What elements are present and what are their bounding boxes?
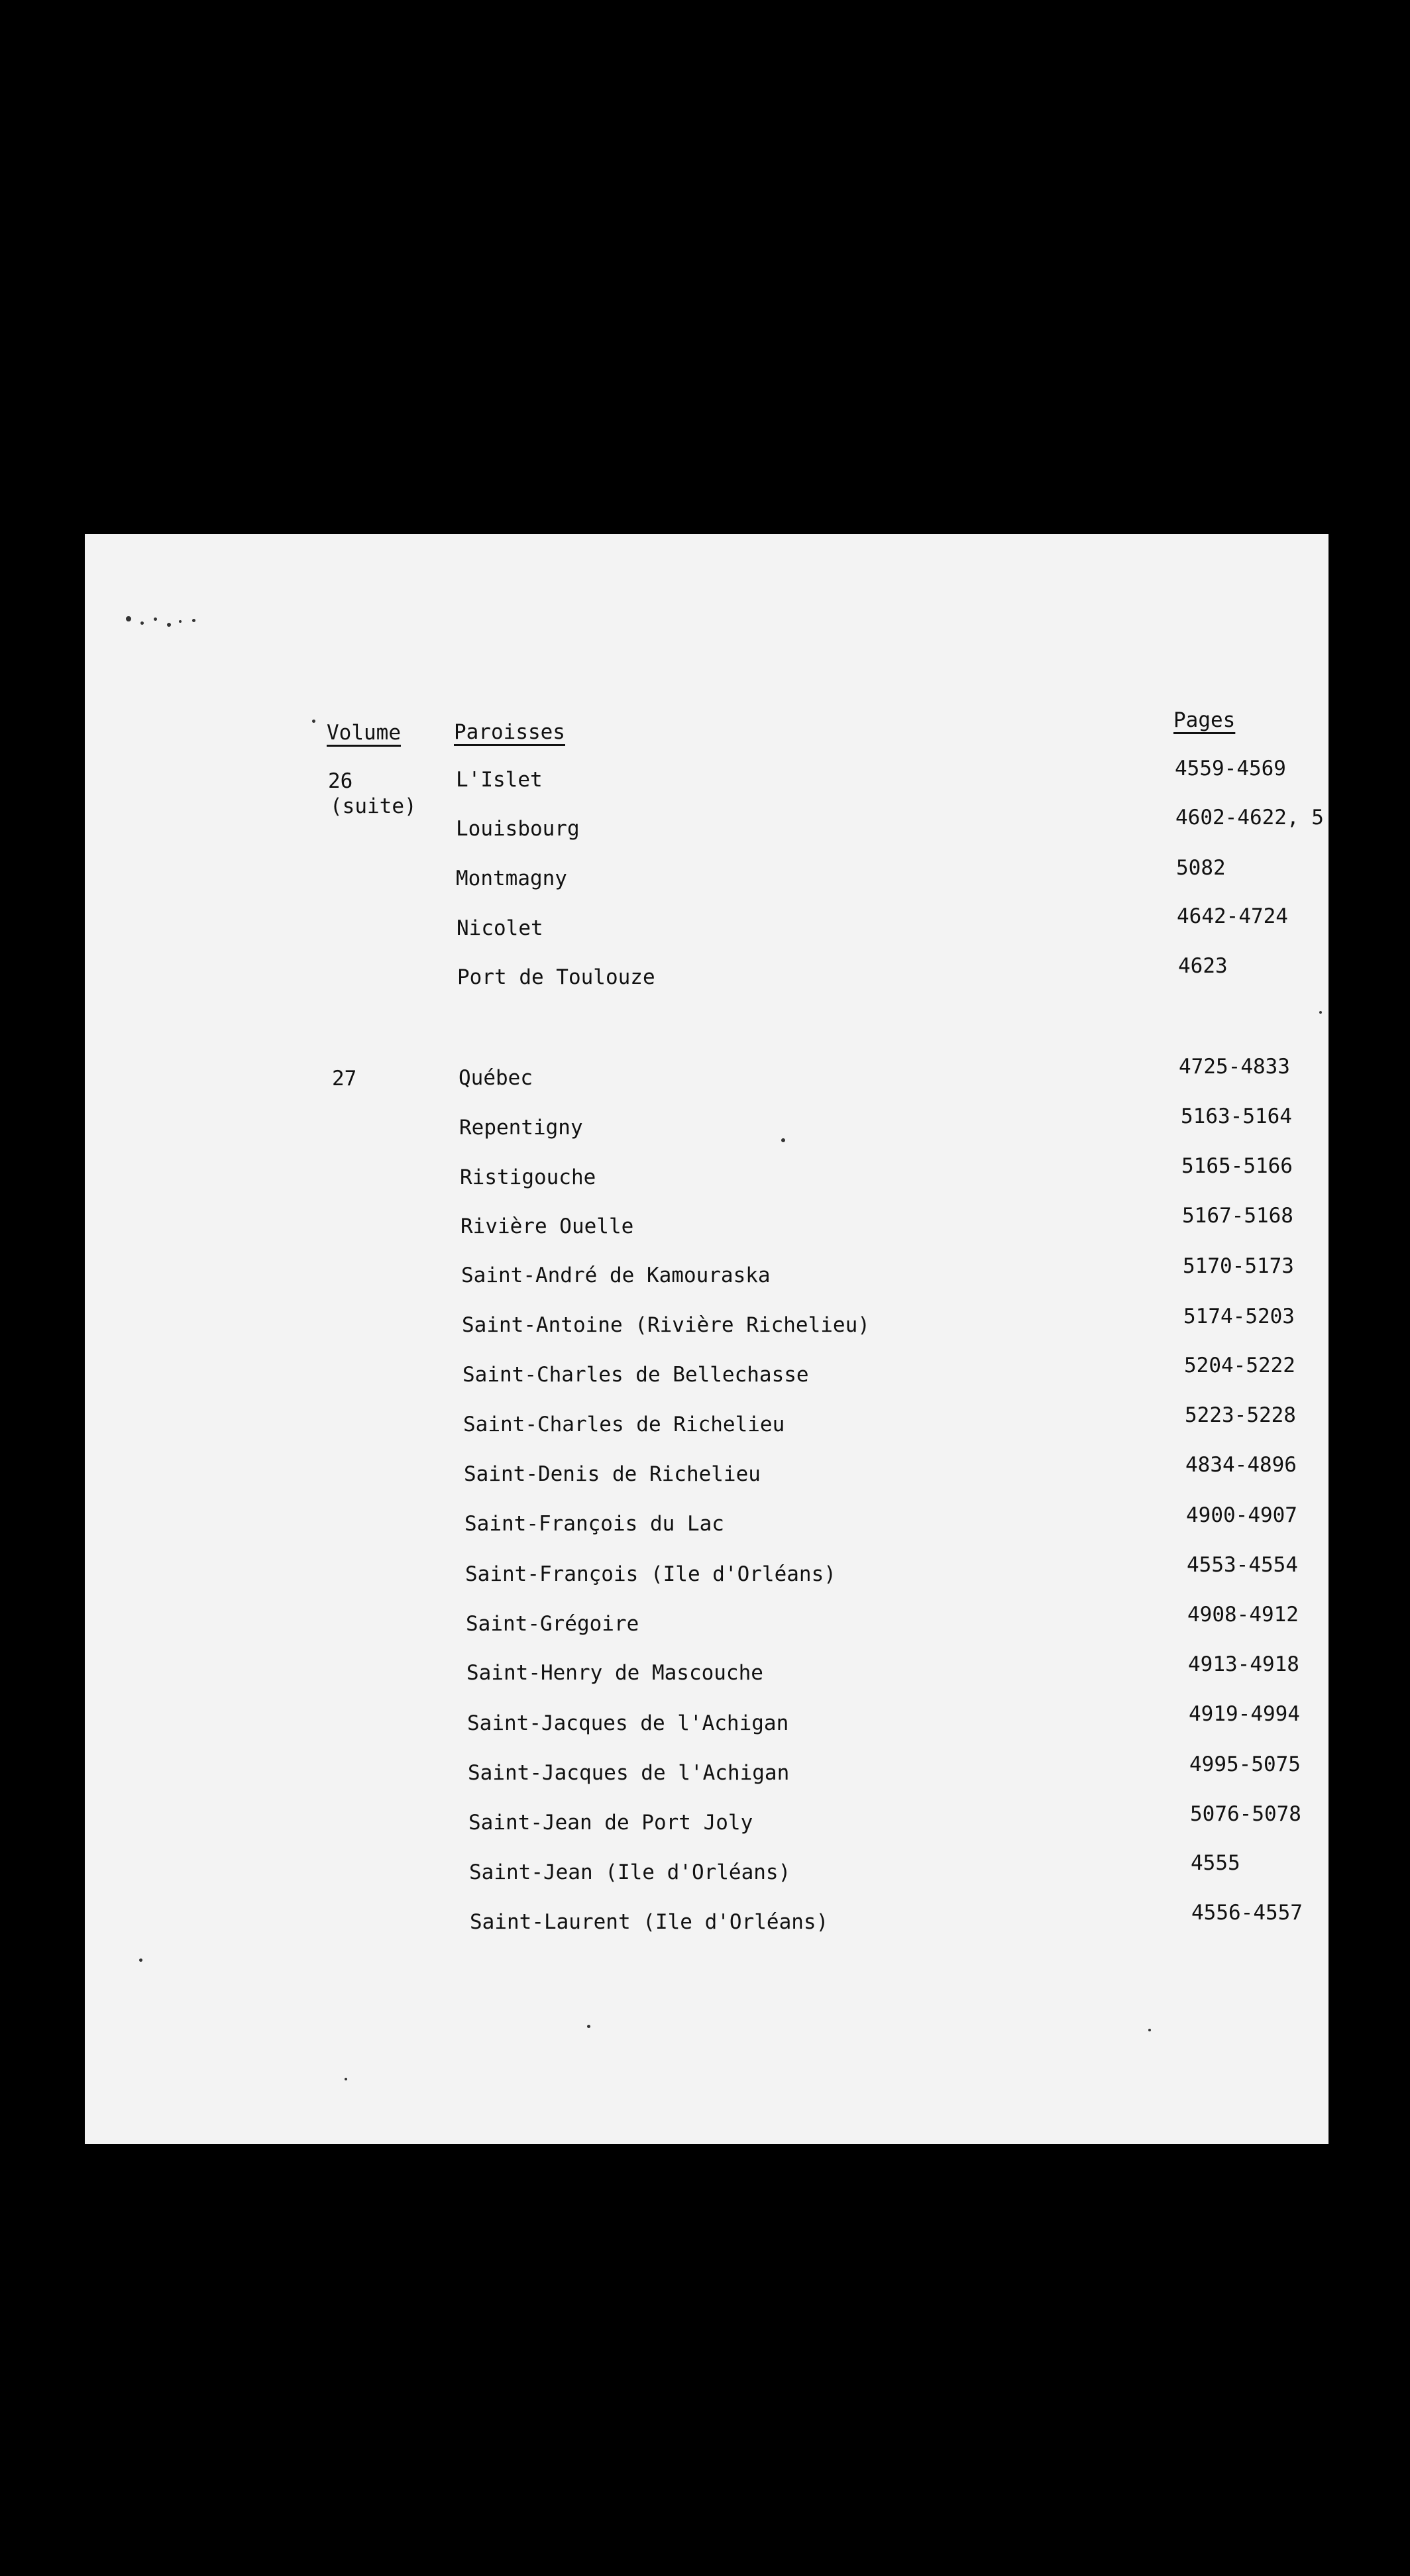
parish-name: Repentigny: [459, 1116, 583, 1140]
parish-name: Saint-Charles de Bellechasse: [462, 1363, 809, 1387]
page-range: 5076-5078: [1190, 1802, 1301, 1826]
parish-name: Nicolet: [457, 916, 543, 940]
page-range: 4602-4622, 5: [1175, 806, 1324, 830]
page-range: 4642-4724: [1177, 904, 1288, 928]
parish-name: L'Islet: [456, 768, 543, 792]
parish-name: Saint-Henry de Mascouche: [466, 1661, 763, 1685]
page-range: 4725-4833: [1179, 1055, 1290, 1079]
page-range: 5174-5203: [1183, 1305, 1295, 1328]
parish-name: Ristigouche: [460, 1165, 596, 1189]
page-range: 5163-5164: [1181, 1104, 1292, 1128]
page-range: 4913-4918: [1188, 1652, 1299, 1676]
parish-name: Saint-Jacques de l'Achigan: [467, 1711, 789, 1735]
parish-name: Québec: [459, 1066, 533, 1090]
parish-name: Saint-Denis de Richelieu: [464, 1462, 761, 1486]
page-range: 5223-5228: [1185, 1403, 1296, 1427]
parish-name: Saint-Jean (Ile d'Orléans): [469, 1860, 791, 1884]
parish-name: Rivière Ouelle: [461, 1214, 634, 1238]
header-parishes: Paroisses: [454, 720, 565, 744]
parish-name: Saint-Laurent (Ile d'Orléans): [470, 1910, 829, 1934]
parish-name: Saint-André de Kamouraska: [461, 1263, 771, 1287]
parish-name: Port de Toulouze: [457, 965, 655, 989]
parish-name: Louisbourg: [456, 817, 580, 841]
page-range: 5204-5222: [1184, 1354, 1295, 1377]
page-range: 4834-4896: [1185, 1453, 1297, 1477]
page-range: 5167-5168: [1182, 1204, 1293, 1228]
page-range: 5165-5166: [1181, 1154, 1293, 1178]
page-range: 5170-5173: [1183, 1254, 1294, 1278]
parish-name: Montmagny: [456, 867, 567, 890]
volume-number: 26: [328, 769, 353, 793]
parish-name: Saint-Grégoire: [466, 1612, 639, 1636]
volume-number: 27: [332, 1067, 357, 1091]
parish-name: Saint-Jacques de l'Achigan: [468, 1761, 790, 1785]
parish-name: Saint-Jean de Port Joly: [468, 1811, 753, 1835]
page-range: 4559-4569: [1175, 757, 1286, 780]
page-range: 4919-4994: [1189, 1702, 1300, 1726]
page-range: 4553-4554: [1187, 1553, 1298, 1577]
parish-name: Saint-François (Ile d'Orléans): [465, 1562, 836, 1586]
page-range: 4555: [1191, 1851, 1240, 1875]
header-volume: Volume: [327, 721, 401, 745]
parish-name: Saint-Charles de Richelieu: [463, 1413, 785, 1436]
parish-name: Saint-François du Lac: [464, 1512, 724, 1536]
parish-name: Saint-Antoine (Rivière Richelieu): [462, 1313, 870, 1337]
page-range: 4556-4557: [1191, 1901, 1303, 1925]
page-range: 5082: [1176, 856, 1226, 880]
header-pages: Pages: [1173, 708, 1236, 732]
page-range: 4908-4912: [1187, 1603, 1299, 1627]
document-page: [85, 534, 1329, 2144]
page-range: 4995-5075: [1189, 1752, 1301, 1776]
page-range: 4900-4907: [1186, 1503, 1297, 1527]
page-range: 4623: [1178, 954, 1228, 978]
volume-note: (suite): [330, 794, 417, 818]
